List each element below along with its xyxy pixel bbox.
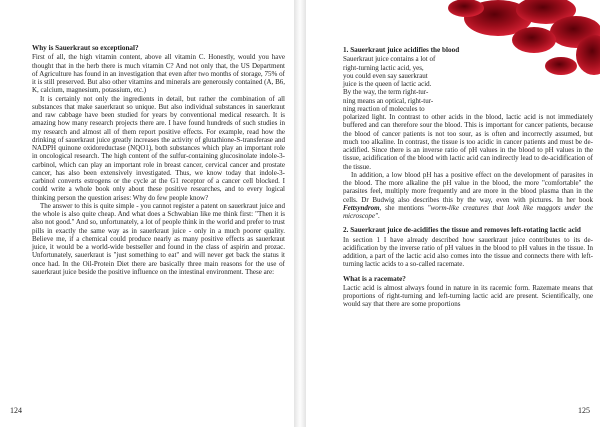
right-page bbox=[306, 0, 600, 427]
narrow-line: juice is the queen of lactic acid. bbox=[343, 80, 432, 88]
narrow-line: ning means an optical, right-tur- bbox=[343, 96, 434, 105]
book-title: Fettsyndrom bbox=[343, 203, 380, 212]
para2-text-mid: , she mentions bbox=[379, 203, 428, 212]
section1-paragraph-1-rest: polarized light. In contrast to other acids in the blood, lactic acid is not immediately buffered and can therefore sour the blood. This is important for cancer patients, because the blood of cancer patients is not too sour, as is often and incorrectly assumed, but much too alkaline. In contrast, the tissue is too acidic in cancer patients and must be de-acidified. Since there is an inverse ratio of pH values in the blood to pH values in the tissue, acidification of the blood with lactic acid can indirectly lead to de-acidification of the tissue. bbox=[343, 113, 593, 171]
section2-paragraph: In section 1 I have already described how sauerkraut juice contributes to its de-acidification by the inverse ratio of pH values in the blood to pH values in the tissue. In addition, a part of the lactic acid also comes into the tissue and connects there with left-turning lactic acids to a so-called racemate. bbox=[343, 235, 593, 269]
narrow-line: Sauerkraut juice contains a lot of bbox=[343, 55, 436, 64]
narrow-line: you could even say sauerkraut bbox=[343, 71, 428, 80]
section1-narrow-block bbox=[343, 55, 463, 113]
book-gutter bbox=[294, 0, 306, 427]
left-paragraph-1: First of all, the high vitamin content, above all vitamin C. Honestly, would you have thought that in the herb there is much vitamin C? And not only that, the US Department of Agriculture has found in an investigation that even after two months of storage, 75% of it is still preserved. But also other vitamins and minerals are generously contained (A, B6, K, calcium, magnesium, potassium, etc.) bbox=[32, 53, 285, 95]
section3-paragraph: Lactic acid is almost always found in nature in its racemic form. Razemate means that proportions of right-turning and left-turning lactic acid are present. Scientifically, one would say that there are some proportions bbox=[343, 283, 593, 309]
section2-heading: 2. Sauerkraut juice de-acidifies the tissue and removes left-rotating lactic acid bbox=[343, 226, 581, 235]
narrow-line: right-turning lactic acid, yes, bbox=[343, 63, 424, 72]
right-page-number: 125 bbox=[578, 406, 590, 415]
left-paragraph-2: It is certainly not only the ingredients in detail, but rather the combination of all substances that make sauerkraut so unique. But also individual substances in sauerkraut and raw cabbage have been studied for years by conventional medical research. It is amazing how many research projects there are. I have found hundreds of such studies in my research and almost all of them report positive effects. For example, read how the drinking of sauerkraut juice greatly increases the activity of glutathione-S-transferase and NADPH quinone oxidoreductase (NQO1), both substances which play an important role in oncological research. The high content of the sulfur-containing glucosinolate indole-3-carbinol, which can play an important role in breast cancer, cervical cancer and prostate cancer, has also been extensively investigated. Thus, we know today that indole-3-carbinol converts estrogens or the cycle at the G1 receptor of a cancer cell blocked. I could write a whole book only about these positive researches, and to every logical thinking person the question arises: Why do few people know? bbox=[32, 94, 285, 202]
section1-paragraph-2 bbox=[343, 171, 593, 221]
narrow-line: ning reaction of molecules to bbox=[343, 104, 425, 113]
section3-heading: What is a racemate? bbox=[343, 274, 406, 283]
left-page-text bbox=[32, 44, 285, 276]
left-heading: Why is Sauerkraut so exceptional? bbox=[32, 44, 139, 52]
left-paragraph-3: The answer to this is quite simple - you cannot register a patent on sauerkraut juice and the whole is also quite cheap. And what does a Schwabian like me think first: "Then it is also not good." And so, unfortunately, a lot of people think in the world and prefer to trust pills in exactly the same way as in sauerkraut juice - only in a much poorer quality. Believe me, if a chemical could produce nearly as many positive effects as sauerkraut juice, it would be a world-wide bestseller and found in the class of aspirin and prozac. Unfortunately, sauerkraut is "just something to eat" and will never get back the status it once had. In the Oil-Protein Diet there are basically three main reasons for the use of sauerkraut juice beside the positive influence on the intestinal environment. These are: bbox=[32, 201, 285, 276]
para2-text-end: . bbox=[377, 212, 380, 220]
section1-heading: 1. Sauerkraut juice acidifies the blood bbox=[343, 46, 460, 54]
narrow-line: By the way, the term right-tur- bbox=[343, 88, 429, 97]
left-page bbox=[0, 0, 294, 427]
quote: "worm-like creatures that look like maggots under the microscope" bbox=[343, 203, 593, 220]
para2-text: In addition, a low blood pH has a positive effect on the development of parasites in the blood. The more alkaline the pH value in the blood, the more "comfortable" the parasites feel, multiply more frequently and are more in the blood plasma than in the cells. Dr Budwig also describes this by the way, even with pictures. In her book bbox=[343, 170, 593, 204]
left-page-number: 124 bbox=[10, 406, 22, 415]
right-page-text bbox=[343, 46, 593, 309]
